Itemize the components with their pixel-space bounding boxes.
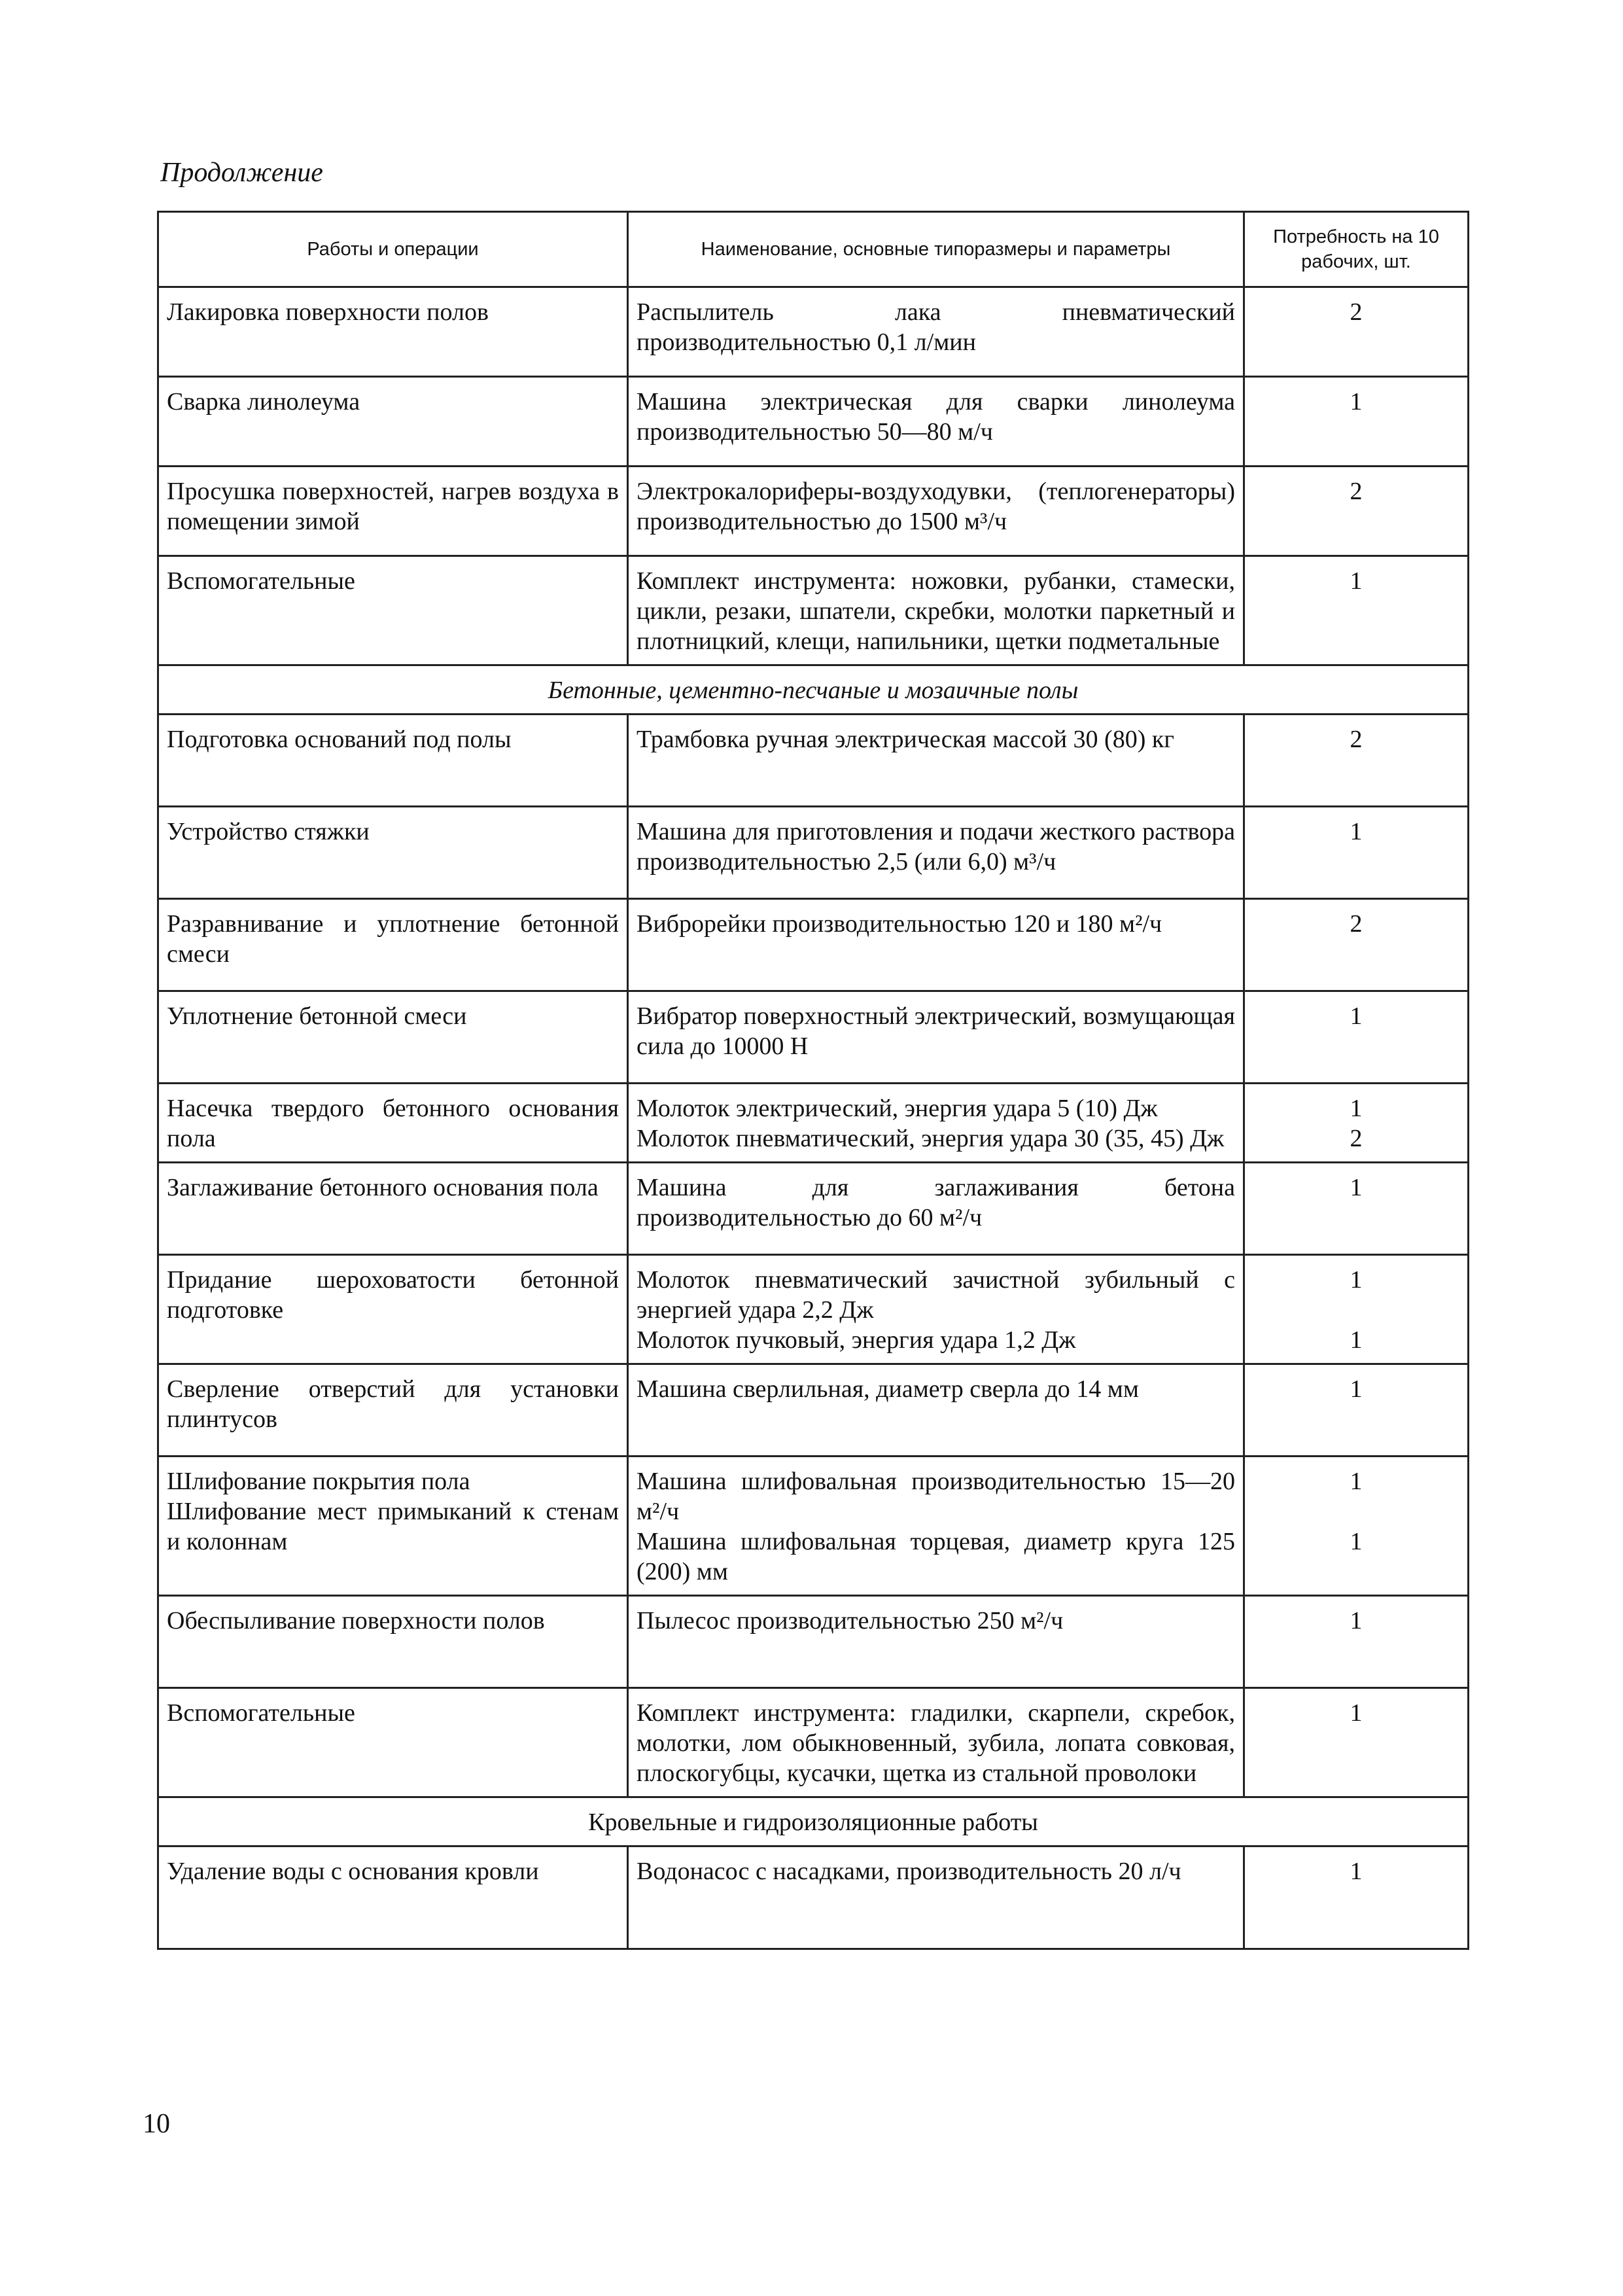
quantity-cell: 1 bbox=[1244, 556, 1469, 665]
equipment-line: Молоток электрический, энергия удара 5 (10) Дж bbox=[637, 1095, 1158, 1122]
quantity-cell bbox=[1244, 1457, 1469, 1596]
quantity-cell: 1 bbox=[1244, 377, 1469, 467]
equipment-cell bbox=[628, 1084, 1244, 1163]
operation-cell: Вспомогательные bbox=[158, 556, 628, 665]
operation-cell: Насечка твердого бетонного основания пола bbox=[158, 1084, 628, 1163]
equipment-cell: Машина для приготовления и подачи жесткого раствора производительностью 2,5 (или 6,0) м³/ч bbox=[628, 807, 1244, 899]
equipment-cell bbox=[628, 1457, 1244, 1596]
operation-line: Шлифование мест примыканий к стенам и колоннам bbox=[167, 1498, 619, 1555]
quantity-cell: 1 bbox=[1244, 1596, 1469, 1688]
table-row bbox=[158, 899, 1469, 991]
header-operations: Работы и операции bbox=[158, 212, 628, 287]
operation-cell: Заглаживание бетонного основания пола bbox=[158, 1163, 628, 1255]
quantity-line: 1 bbox=[1350, 1528, 1363, 1555]
table-row bbox=[158, 991, 1469, 1084]
equipment-cell: Комплект инструмента: гладилки, скарпели, скребок, молотки, лом обыкновенный, зубила, лопата совковая, плоскогубцы, кусачки, щетка из стальной проволоки bbox=[628, 1688, 1244, 1797]
operation-cell: Подготовка оснований под полы bbox=[158, 715, 628, 807]
quantity-line: 2 bbox=[1350, 1125, 1363, 1152]
equipment-cell: Водонасос с насадками, производительность 20 л/ч bbox=[628, 1846, 1244, 1949]
quantity-cell: 2 bbox=[1244, 467, 1469, 556]
table-row bbox=[158, 556, 1469, 665]
operation-cell: Лакировка поверхности полов bbox=[158, 287, 628, 377]
table-row bbox=[158, 1596, 1469, 1688]
table-row bbox=[158, 1457, 1469, 1596]
quantity-cell: 2 bbox=[1244, 287, 1469, 377]
table-continuation-caption: Продолжение bbox=[160, 158, 323, 188]
quantity-cell: 2 bbox=[1244, 715, 1469, 807]
section-row-concrete-floors bbox=[158, 665, 1469, 715]
page-number: 10 bbox=[143, 2109, 170, 2139]
equipment-line: Машина шлифовальная торцевая, диаметр круга 125 (200) мм bbox=[637, 1528, 1235, 1585]
quantity-cell: 1 bbox=[1244, 1163, 1469, 1255]
operation-cell: Просушка поверхностей, нагрев воздуха в помещении зимой bbox=[158, 467, 628, 556]
equipment-line: Молоток пневматический зачистной зубильный с энергией удара 2,2 Дж bbox=[637, 1266, 1235, 1324]
header-equipment: Наименование, основные типоразмеры и параметры bbox=[628, 212, 1244, 287]
equipment-cell: Электрокалориферы-воздуходувки, (теплогенераторы) производительностью до 1500 м³/ч bbox=[628, 467, 1244, 556]
quantity-cell: 2 bbox=[1244, 899, 1469, 991]
table-row bbox=[158, 1084, 1469, 1163]
equipment-cell: Машина сверлильная, диаметр сверла до 14 мм bbox=[628, 1364, 1244, 1457]
equipment-cell: Машина электрическая для сварки линолеума производительностью 50—80 м/ч bbox=[628, 377, 1244, 467]
table-row bbox=[158, 377, 1469, 467]
equipment-cell bbox=[628, 1255, 1244, 1364]
table-row bbox=[158, 1163, 1469, 1255]
quantity-cell: 1 bbox=[1244, 1846, 1469, 1949]
quantity-line: 1 bbox=[1350, 1326, 1363, 1354]
section-title: Кровельные и гидроизоляционные работы bbox=[158, 1797, 1469, 1846]
operation-cell: Уплотнение бетонной смеси bbox=[158, 991, 628, 1084]
equipment-cell: Машина для заглаживания бетона производительностью до 60 м²/ч bbox=[628, 1163, 1244, 1255]
section-title: Бетонные, цементно-песчаные и мозаичные полы bbox=[158, 665, 1469, 715]
equipment-line: Молоток пучковый, энергия удара 1,2 Дж bbox=[637, 1326, 1076, 1354]
equipment-cell: Пылесос производительностью 250 м²/ч bbox=[628, 1596, 1244, 1688]
equipment-cell: Распылитель лака пневматический производительностью 0,1 л/мин bbox=[628, 287, 1244, 377]
quantity-line: 1 bbox=[1350, 1095, 1363, 1122]
quantity-line: 1 bbox=[1350, 1266, 1363, 1294]
quantity-cell: 1 bbox=[1244, 807, 1469, 899]
quantity-cell: 1 bbox=[1244, 1364, 1469, 1457]
quantity-cell bbox=[1244, 1084, 1469, 1163]
operation-cell: Разравнивание и уплотнение бетонной смеси bbox=[158, 899, 628, 991]
quantity-cell bbox=[1244, 1255, 1469, 1364]
equipment-cell: Комплект инструмента: ножовки, рубанки, стамески, цикли, резаки, шпатели, скребки, молотки паркетный и плотницкий, клещи, напильники, щетки подметальные bbox=[628, 556, 1244, 665]
operation-line: Шлифование покрытия пола bbox=[167, 1468, 470, 1495]
operation-cell: Вспомогательные bbox=[158, 1688, 628, 1797]
table-row bbox=[158, 1255, 1469, 1364]
operation-cell: Сварка линолеума bbox=[158, 377, 628, 467]
table-row bbox=[158, 287, 1469, 377]
header-quantity: Потребность на 10 рабочих, шт. bbox=[1244, 212, 1469, 287]
section-row-roofing bbox=[158, 1797, 1469, 1846]
equipment-table bbox=[157, 211, 1469, 1950]
equipment-cell: Вибратор поверхностный электрический, возмущающая сила до 10000 Н bbox=[628, 991, 1244, 1084]
operation-cell: Удаление воды с основания кровли bbox=[158, 1846, 628, 1949]
table-row bbox=[158, 467, 1469, 556]
quantity-line: 1 bbox=[1350, 1468, 1363, 1495]
equipment-cell: Виброрейки производительностью 120 и 180 м²/ч bbox=[628, 899, 1244, 991]
equipment-cell: Трамбовка ручная электрическая массой 30 (80) кг bbox=[628, 715, 1244, 807]
table-row bbox=[158, 715, 1469, 807]
operation-cell: Придание шероховатости бетонной подготовке bbox=[158, 1255, 628, 1364]
quantity-cell: 1 bbox=[1244, 991, 1469, 1084]
operation-cell: Устройство стяжки bbox=[158, 807, 628, 899]
operation-cell bbox=[158, 1457, 628, 1596]
operation-cell: Обеспыливание поверхности полов bbox=[158, 1596, 628, 1688]
operation-cell: Сверление отверстий для установки плинтусов bbox=[158, 1364, 628, 1457]
table-header-row bbox=[158, 212, 1469, 287]
quantity-cell: 1 bbox=[1244, 1688, 1469, 1797]
equipment-line: Молоток пневматический, энергия удара 30 (35, 45) Дж bbox=[637, 1125, 1225, 1152]
table-row bbox=[158, 807, 1469, 899]
equipment-line: Машина шлифовальная производительностью 15—20 м²/ч bbox=[637, 1468, 1235, 1525]
table-row bbox=[158, 1846, 1469, 1949]
table-row bbox=[158, 1364, 1469, 1457]
table-row bbox=[158, 1688, 1469, 1797]
